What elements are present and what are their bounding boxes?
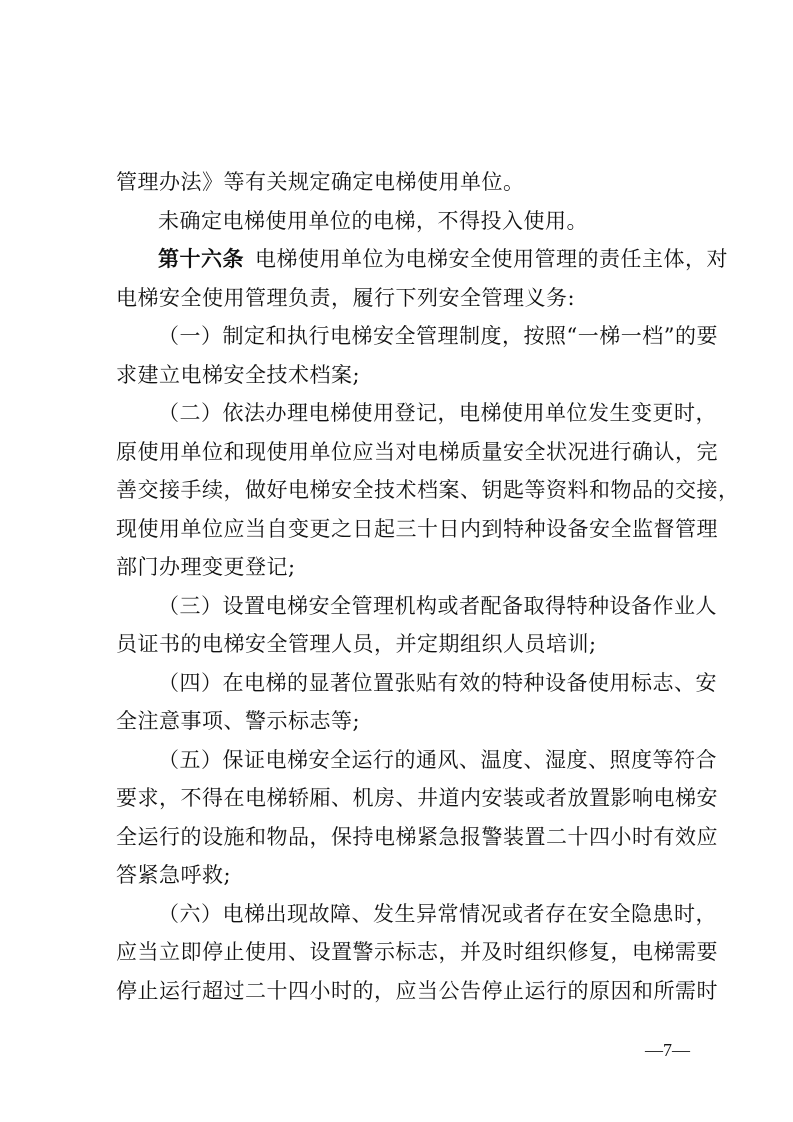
text-line: 员证书的电梯安全管理人员，并定期组织人员培训;: [116, 632, 597, 656]
text-line: （一）制定和执行电梯安全管理制度，按照“一梯一档”的要: [158, 324, 718, 348]
text-line: 全运行的设施和物品，保持电梯紧急报警装置二十四小时有效应: [116, 824, 718, 849]
text-line: 应当立即停止使用、设置警示标志，并及时组织修复，电梯需要: [116, 940, 718, 964]
text-line: 未确定电梯使用单位的电梯，不得投入使用。: [158, 208, 588, 233]
document-body: [116, 163, 740, 1010]
text-line: （五）保证电梯安全运行的通风、温度、湿度、照度等符合: [158, 747, 717, 772]
text-line: 停止运行超过二十四小时的，应当公告停止运行的原因和所需时: [116, 978, 718, 1003]
text-line: （二）依法办理电梯使用登记，电梯使用单位发生变更时，: [158, 401, 717, 425]
text-line: （六）电梯出现故障、发生异常情况或者存在安全隐患时，: [158, 901, 717, 926]
text-line: 部门办理变更登记;: [116, 555, 296, 579]
text-line: （四）在电梯的显著位置张贴有效的特种设备使用标志、安: [158, 670, 717, 695]
text-line: 管理办法》等有关规定确定电梯使用单位。: [116, 170, 525, 194]
text-line: 原使用单位和现使用单位应当对电梯质量安全状况进行确认，完: [116, 439, 718, 464]
article-heading: 第十六条: [158, 247, 244, 271]
article-text: 电梯使用单位为电梯安全使用管理的责任主体，对: [255, 247, 728, 271]
text-line: 全注意事项、警示标志等;: [116, 709, 361, 733]
text-line: 电梯安全使用管理负责，履行下列安全管理义务:: [116, 285, 576, 310]
text-line: 善交接手续，做好电梯安全技术档案、钥匙等资料和物品的交接，: [116, 478, 740, 502]
text-line: 要求，不得在电梯轿厢、机房、井道内安装或者放置影响电梯安: [116, 786, 718, 810]
text-line: 答紧急呼救;: [116, 863, 232, 887]
text-line: （三）设置电梯安全管理机构或者配备取得特种设备作业人: [158, 593, 717, 618]
page-number: —7—: [645, 1040, 690, 1060]
article-16-first-line: [116, 240, 728, 279]
text-line: 现使用单位应当自变更之日起三十日内到特种设备安全监督管理: [116, 516, 718, 541]
text-line: 求建立电梯安全技术档案;: [116, 362, 361, 387]
